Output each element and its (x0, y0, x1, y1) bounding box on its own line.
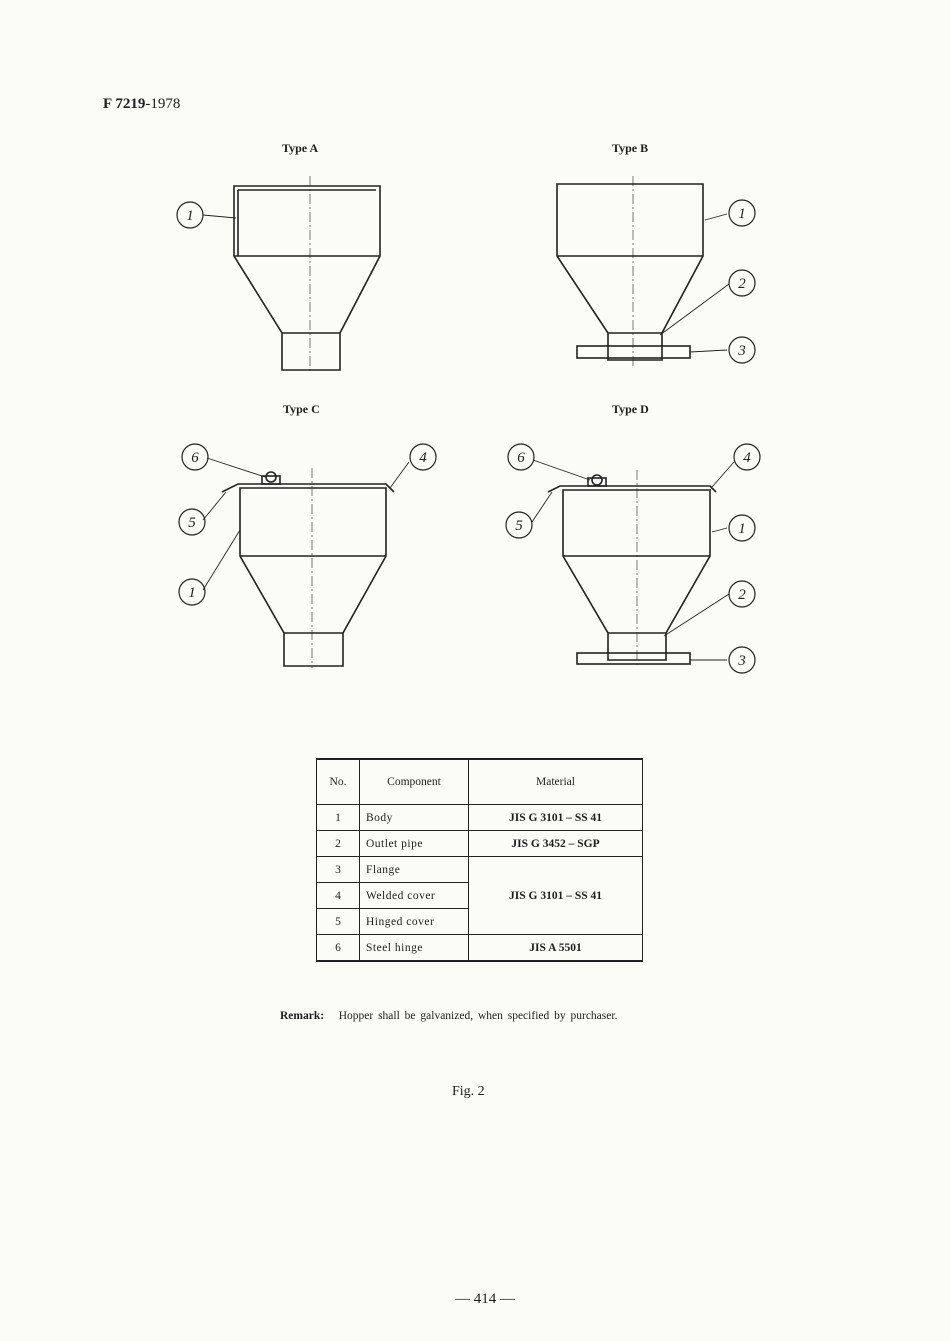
remark-text: Hopper shall be galvanized, when specified by purchaser. (338, 1010, 618, 1022)
svg-text:1: 1 (738, 206, 746, 222)
row-no: 4 (317, 883, 360, 909)
row-component: Hinged cover (360, 909, 469, 935)
table-row (317, 831, 643, 857)
hopper-type-c (222, 468, 394, 668)
svg-text:1: 1 (188, 585, 196, 601)
row-material: JIS G 3452 – SGP (469, 831, 643, 857)
row-component: Body (360, 805, 469, 831)
type-d-label: Type D (612, 402, 649, 416)
table-row (317, 857, 643, 883)
hopper-type-d (548, 470, 716, 668)
row-no: 6 (317, 935, 360, 962)
callout-markers (177, 200, 760, 673)
material-table (316, 758, 643, 962)
svg-text:5: 5 (188, 515, 196, 531)
svg-text:5: 5 (515, 518, 523, 534)
table-row (317, 805, 643, 831)
svg-text:2: 2 (738, 587, 746, 603)
standard-number: F 7219-1978 (103, 96, 181, 112)
type-c-label: Type C (283, 402, 320, 416)
table-row (317, 935, 643, 962)
remark (280, 1010, 617, 1022)
callout-numbers (186, 206, 751, 669)
figure-caption: Fig. 2 (452, 1084, 485, 1099)
row-component: Outlet pipe (360, 831, 469, 857)
row-component: Welded cover (360, 883, 469, 909)
svg-text:6: 6 (517, 450, 525, 466)
row-material: JIS G 3101 – SS 41 (469, 805, 643, 831)
row-no: 2 (317, 831, 360, 857)
leader-lines (203, 214, 734, 660)
row-component: Steel hinge (360, 935, 469, 962)
row-no: 5 (317, 909, 360, 935)
hopper-type-a (234, 176, 380, 372)
table-header-row (317, 759, 643, 805)
remark-label: Remark: (280, 1010, 325, 1022)
row-no: 3 (317, 857, 360, 883)
svg-text:6: 6 (191, 450, 199, 466)
type-b-label: Type B (612, 141, 649, 155)
svg-text:2: 2 (738, 276, 746, 292)
svg-text:3: 3 (738, 343, 746, 359)
page-number: — 414 — (455, 1291, 515, 1307)
hopper-type-b (557, 176, 703, 368)
header-no: No. (317, 759, 360, 805)
svg-text:4: 4 (419, 450, 427, 466)
row-no: 1 (317, 805, 360, 831)
svg-text:1: 1 (738, 521, 746, 537)
row-component: Flange (360, 857, 469, 883)
row-material: JIS G 3101 – SS 41 (469, 857, 643, 935)
row-material: JIS A 5501 (469, 935, 643, 962)
svg-text:3: 3 (738, 653, 746, 669)
type-a-label: Type A (282, 141, 319, 155)
header-material: Material (469, 759, 643, 805)
svg-text:1: 1 (186, 208, 194, 224)
header-component: Component (360, 759, 469, 805)
svg-text:4: 4 (743, 450, 751, 466)
